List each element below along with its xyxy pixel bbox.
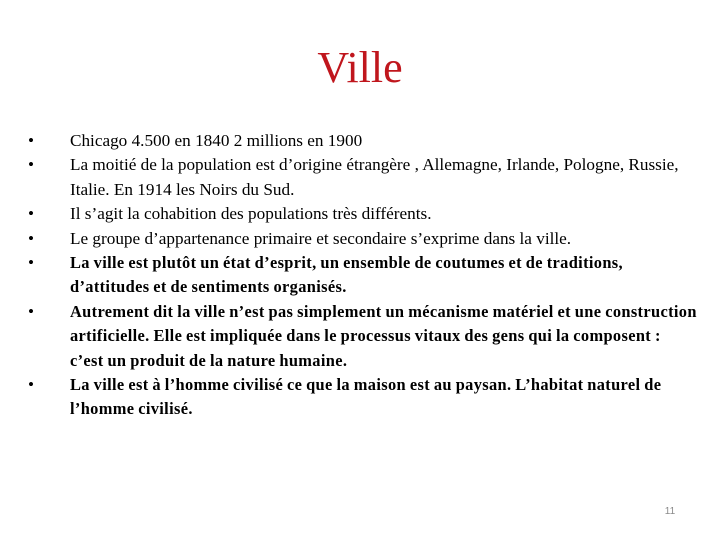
- bullet-dot-icon: •: [28, 228, 35, 248]
- bullet-text: Le groupe d’appartenance primaire et secondaire s’exprime dans la ville.: [70, 228, 572, 248]
- bullet-text: Chicago 4.500 en 1840 2 millions en 1900: [70, 131, 363, 150]
- bullet-dot-icon: •: [28, 155, 35, 175]
- bullet-item-4: [28, 227, 698, 251]
- bullet-item-6: [28, 300, 698, 373]
- bullet-dot-icon: •: [28, 301, 35, 321]
- bullet-dot-icon: •: [28, 375, 35, 395]
- bullet-item-3: [28, 202, 698, 226]
- bullet-dot-icon: •: [28, 253, 35, 273]
- bullet-text: Autrement dit la ville n’est pas simplement un mécanisme matériel et une construction artificielle. Elle est impliquée dans le processus vitaux des gens qui la composent : c’est un produit de la nature humaine.: [70, 301, 697, 370]
- bullet-dot-icon: •: [28, 204, 35, 224]
- bullet-text: La ville est plutôt un état d’esprit, un ensemble de coutumes et de traditions, d’attitudes et de sentiments organisés.: [70, 253, 623, 297]
- bullet-item-5: [28, 251, 698, 300]
- bullet-dot-icon: •: [28, 131, 35, 150]
- bullet-item-2: [28, 153, 698, 202]
- bullet-text: Il s’agit la cohabition des populations très différents.: [70, 204, 432, 224]
- page-number: 11: [664, 506, 676, 517]
- bullet-text: La moitié de la population est d’origine étrangère , Allemagne, Irlande, Pologne, Russie, Italie. En 1914 les Noirs du Sud.: [70, 155, 679, 199]
- slide-title: Ville: [317, 43, 403, 92]
- bullet-text: La ville est à l’homme civilisé ce que la maison est au paysan. L’habitat naturel de l’homme civilisé.: [70, 375, 662, 419]
- bullet-item-1: [28, 129, 698, 153]
- bullet-item-7: [28, 373, 698, 422]
- bullet-list: [28, 129, 698, 422]
